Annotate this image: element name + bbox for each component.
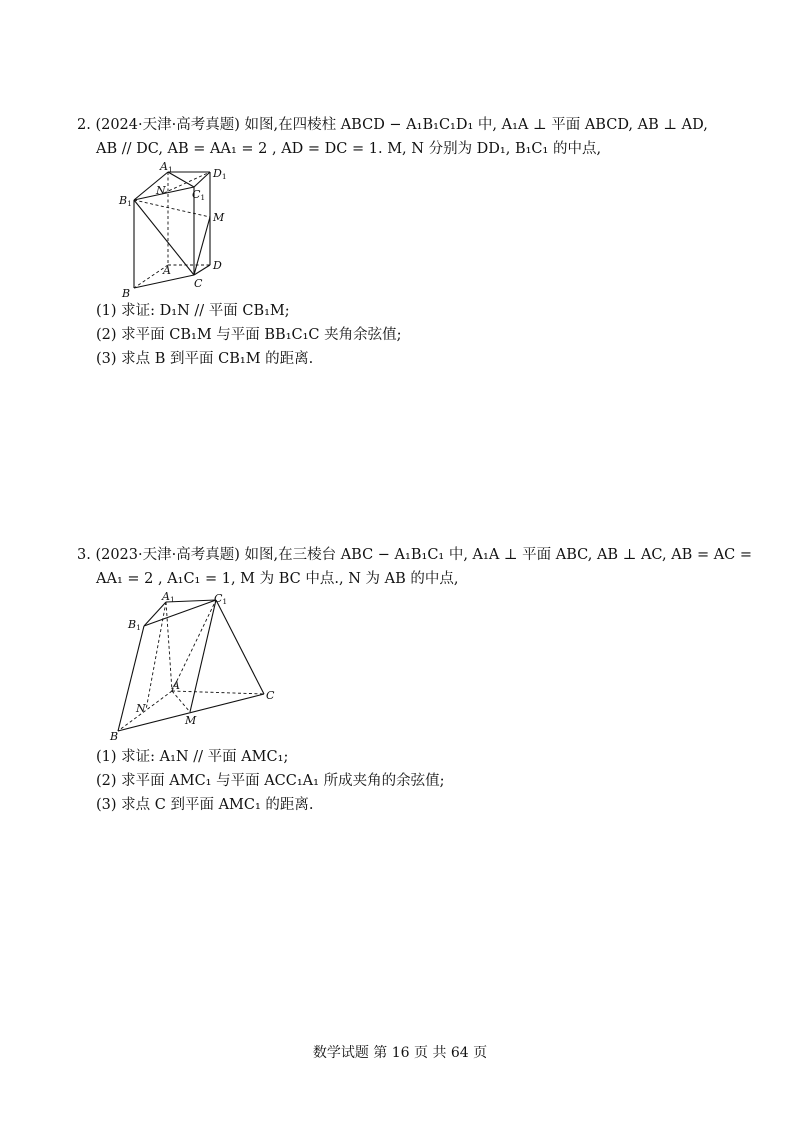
edge-c1c (216, 600, 264, 694)
label-c: C (266, 689, 275, 702)
label-n: N (156, 184, 166, 197)
label-a: A (172, 679, 180, 692)
problem3-question3: (3) 求点 C 到平面 AMC₁ 的距离. (96, 797, 314, 813)
page-footer: 数学试题 第 16 页 共 64 页 (312, 1045, 488, 1061)
frustum-figure (108, 588, 278, 743)
problem3-question2: (2) 求平面 AMC₁ 与平面 ACC₁A₁ 所成夹角的余弦值; (96, 773, 445, 789)
edge-c1m (190, 600, 216, 712)
label-n: N (136, 702, 146, 715)
edge-a1n (146, 602, 166, 710)
label-c1: C1 (214, 592, 228, 606)
label-a: A (163, 264, 171, 277)
problem3-line2: AA₁ = 2 , A₁C₁ = 1, M 为 BC 中点., N 为 AB 的中点, (96, 571, 459, 587)
problem2-question3: (3) 求点 B 到平面 CB₁M 的距离. (96, 351, 314, 367)
problem2-question2: (2) 求平面 CB₁M 与平面 BB₁C₁C 夹角余弦值; (96, 327, 402, 343)
edge-b1b (118, 626, 144, 731)
problem3-line1: 3. (2023·天津·高考真题) 如图,在三棱台 ABC − A₁B₁C₁ 中, A₁A ⊥ 平面 ABC, AB ⊥ AC, AB = AC = (77, 547, 753, 563)
label-b: B (122, 287, 131, 300)
problem3-question1: (1) 求证: A₁N // 平面 AMC₁; (96, 749, 289, 765)
label-d: D (213, 259, 222, 272)
edge-ac (172, 691, 264, 694)
problem2-line1: 2. (2024·天津·高考真题) 如图,在四棱柱 ABCD − A₁B₁C₁D₁ 中, A₁A ⊥ 平面 ABCD, AB ⊥ AD, (77, 117, 708, 133)
label-m: M (213, 211, 225, 224)
edge-am (172, 691, 190, 712)
problem2-line2: AB // DC, AB = AA₁ = 2 , AD = DC = 1. M, N 分别为 DD₁, B₁C₁ 的中点, (96, 141, 602, 157)
label-b1: B1 (128, 618, 141, 632)
label-a1: A1 (160, 160, 173, 174)
label-m: M (185, 714, 197, 727)
label-b: B (110, 730, 119, 743)
label-d1: D1 (213, 167, 227, 181)
problem2-question1: (1) 求证: D₁N // 平面 CB₁M; (96, 303, 290, 319)
prism-figure (110, 160, 240, 300)
label-c1: C1 (192, 188, 206, 202)
label-b1: B1 (119, 194, 132, 208)
edge-a1a (166, 602, 172, 691)
edge-b1c1 (144, 600, 216, 626)
label-c: C (194, 277, 203, 290)
edge-d1c1 (194, 172, 210, 187)
label-a1: A1 (162, 590, 175, 604)
